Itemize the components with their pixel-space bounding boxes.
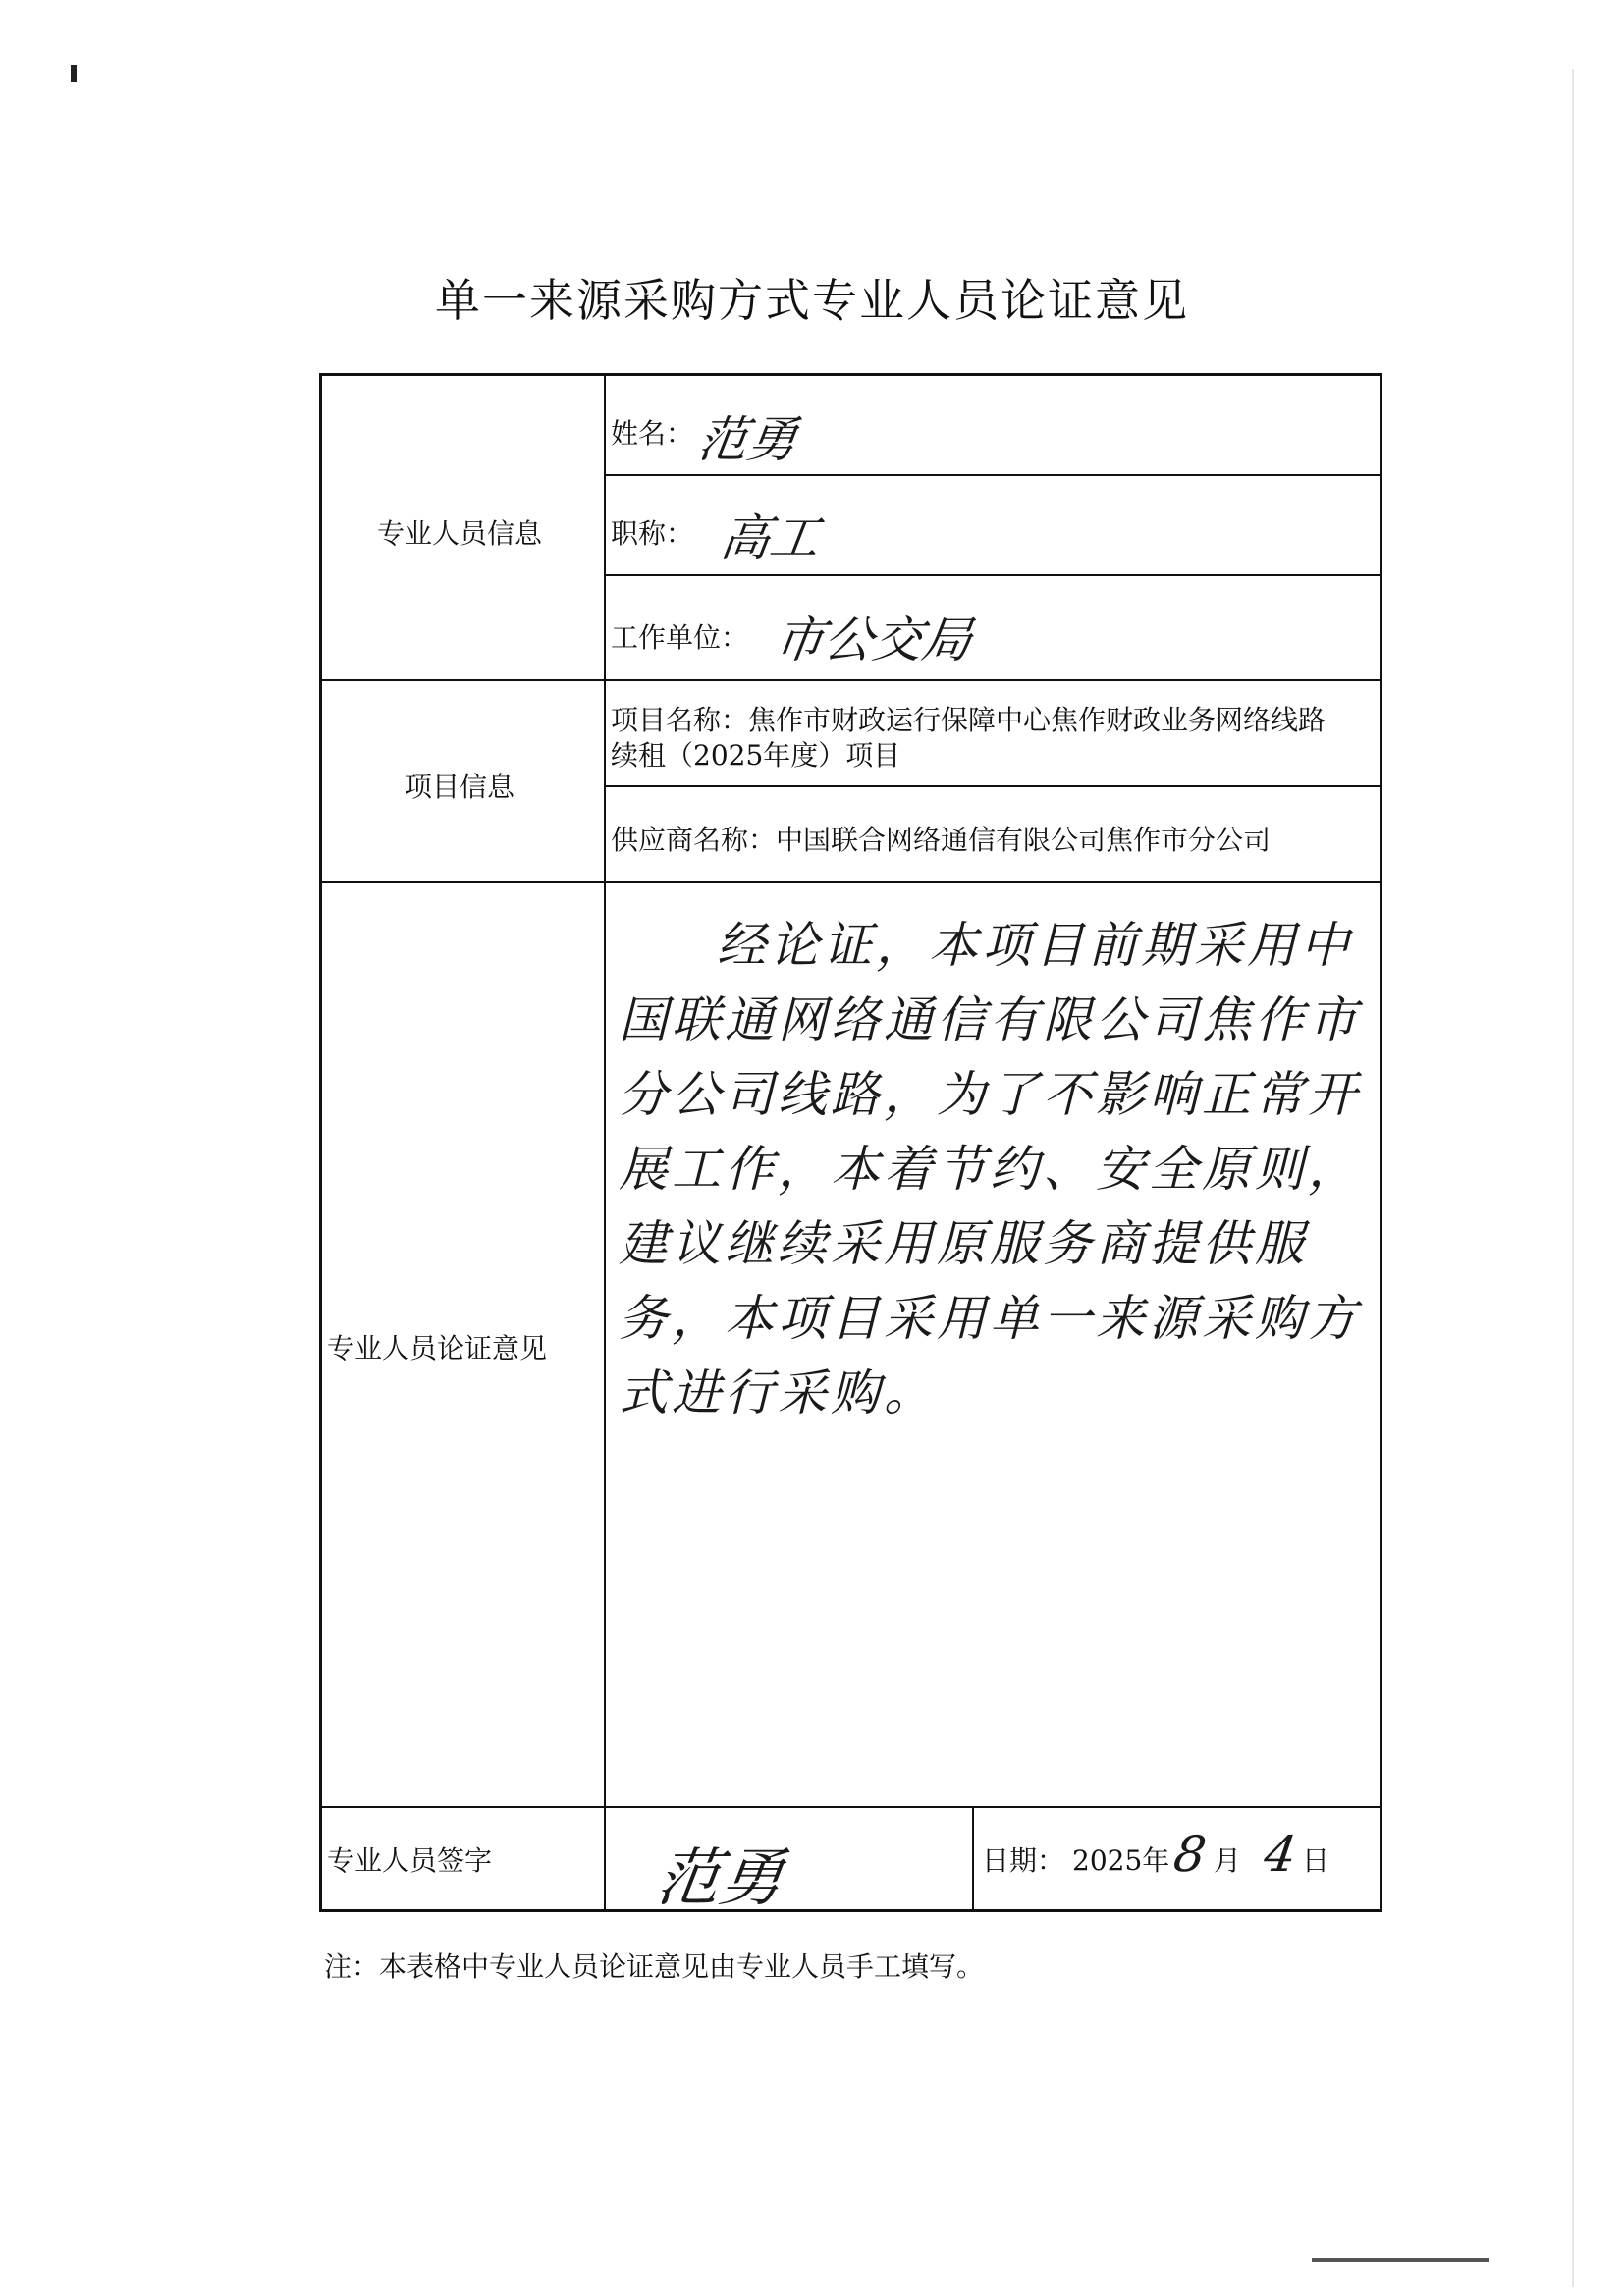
signature-value: 范勇 [651, 1842, 788, 1915]
opinion-text: 经论证，本项目前期采用中国联通网络通信有限公司焦作市分公司线路，为了不影响正常开展工作，本着节约、安全原则，建议继续采用原服务商提供服务，本项目采用单一来源采购方式进行采购。 [619, 917, 1361, 1421]
scan-edge [1572, 69, 1574, 2287]
project-info-label: 项目信息 [405, 771, 515, 803]
row-divider [604, 785, 1382, 787]
section-divider [319, 1806, 1382, 1808]
date-month-unit: 月 [1214, 1844, 1242, 1877]
section-divider [319, 679, 1382, 681]
date-day-unit: 日 [1302, 1844, 1330, 1877]
date-label: 日期： [982, 1844, 1065, 1877]
unit-label: 工作单位： [611, 621, 749, 654]
footnote: 注：本表格中专业人员论证意见由专业人员手工填写。 [324, 1950, 985, 1983]
personnel-info-label: 专业人员信息 [377, 517, 543, 550]
unit-value: 市公交局 [771, 612, 976, 668]
row-divider [604, 474, 1382, 476]
document-title: 单一来源采购方式专业人员论证意见 [435, 274, 1189, 327]
date-year: 2025年 [1072, 1844, 1170, 1877]
section-divider [319, 881, 1382, 883]
title-value: 高工 [717, 509, 824, 566]
project-name-line1: 项目名称：焦作市财政运行保障中心焦作财政业务网络线路 [611, 704, 1326, 736]
supplier-name: 供应商名称：中国联合网络通信有限公司焦作市分公司 [611, 824, 1272, 856]
row-divider [604, 574, 1382, 576]
scan-mark [71, 65, 77, 82]
project-name-line2: 续租（2025年度）项目 [611, 739, 901, 772]
date-divider [972, 1806, 974, 1912]
title-label: 职称： [611, 517, 694, 550]
signature-label: 专业人员签字 [327, 1844, 493, 1877]
date-day-value: 4 [1260, 1826, 1300, 1883]
date-month-value: 8 [1169, 1826, 1210, 1883]
column-divider [604, 373, 606, 1912]
name-label: 姓名： [611, 417, 694, 450]
opinion-label: 专业人员论证意见 [327, 1332, 548, 1364]
name-value: 范勇 [694, 411, 801, 468]
scan-edge-mark [1312, 2258, 1489, 2262]
